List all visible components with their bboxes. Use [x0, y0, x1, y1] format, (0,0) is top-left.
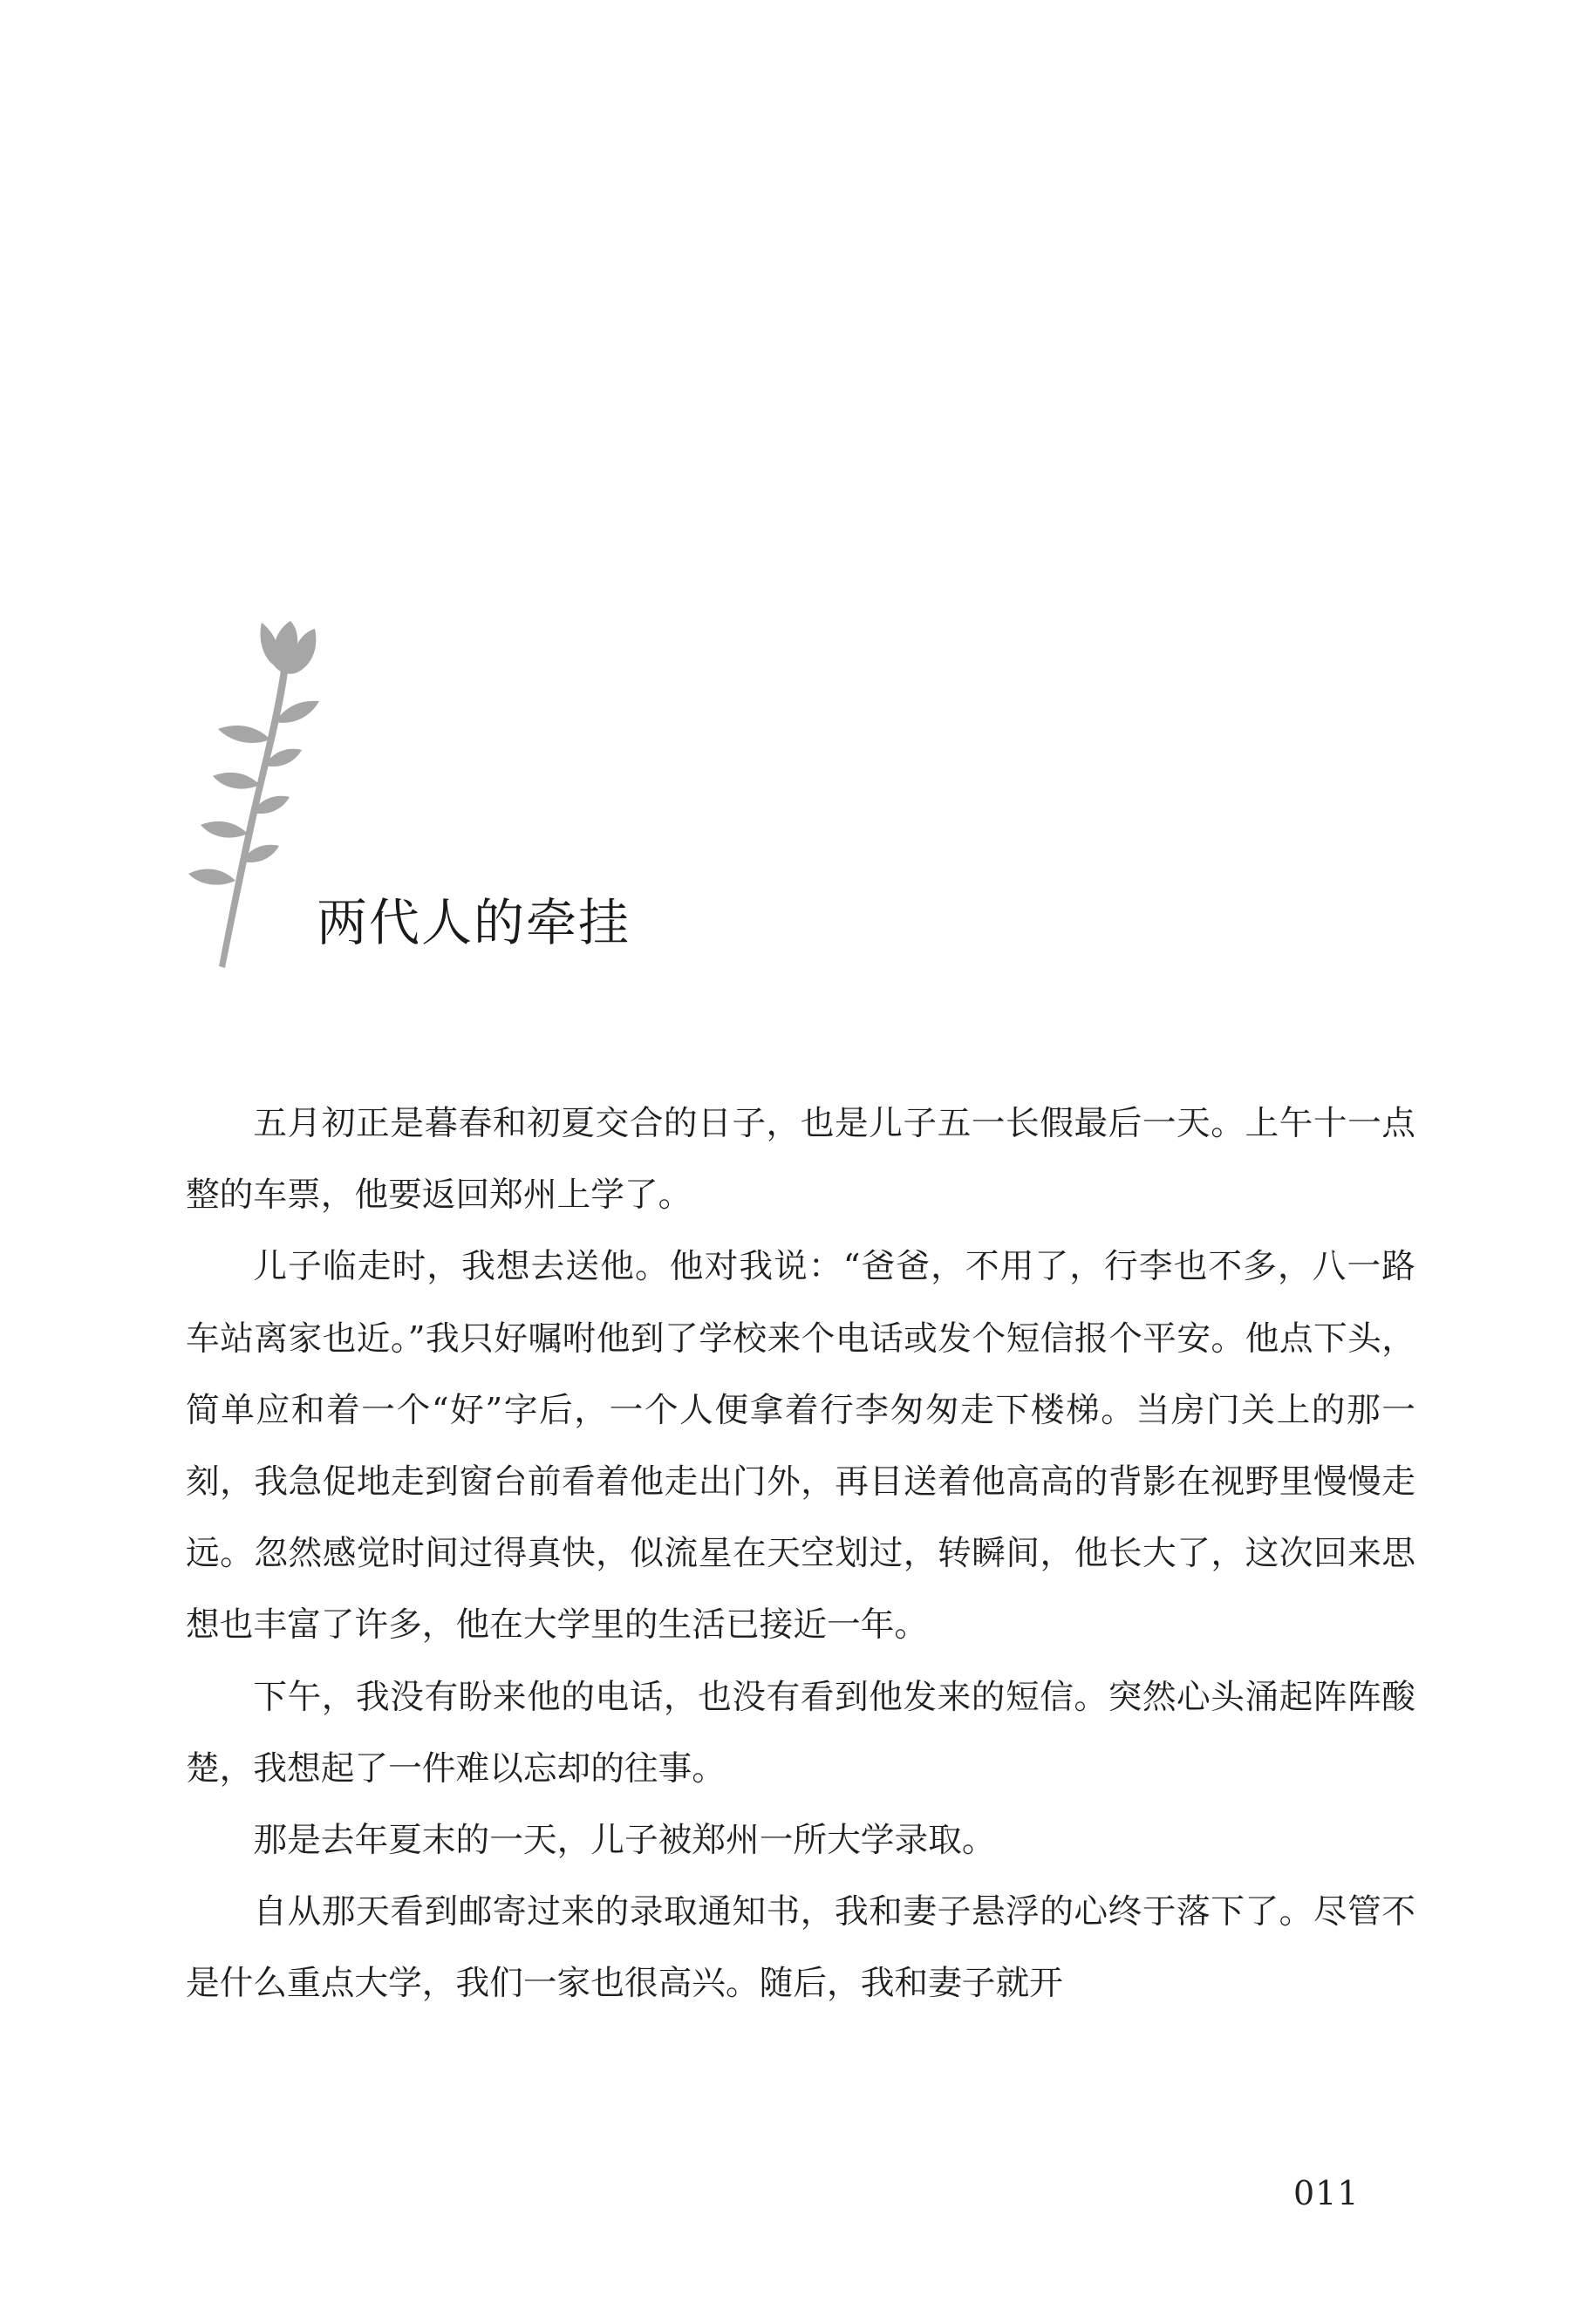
chapter-title: 两代人的牵挂: [317, 893, 631, 952]
paragraph: 那是去年夏末的一天，儿子被郑州一所大学录取。: [253, 1821, 996, 1861]
paragraph: 儿子临走时，我想去送他。他对我说：“爸爸，不用了，行李也不多，八一路车站离家也近。”我只好嘱咐他到了学校来个电话或发个短信报个平安。他点下头，简单应和着一个“好”字后，一个人便拿着行李匆匆走下楼梯。当房门关上的那一刻，我急促地走到窗台前看着他走出门外，再目送着他高高的背影在视野里慢慢走远。忽然感觉时间过得真快，似流星在天空划过，转瞬间，他长大了，这次回来思想也丰富了许多，他在大学里的生活已接近一年。: [186, 1247, 1415, 1646]
tulip-flower-icon: [174, 619, 340, 968]
body-text: [186, 1088, 1415, 2021]
paragraph: 自从那天看到邮寄过来的录取通知书，我和妻子悬浮的心终于落下了。尽管不是什么重点大学，我们一家也很高兴。随后，我和妻子就开: [186, 1892, 1415, 2004]
paragraph: 下午，我没有盼来他的电话，也没有看到他发来的短信。突然心头涌起阵阵酸楚，我想起了一件难以忘却的往事。: [186, 1677, 1415, 1789]
page-number: 011: [1293, 2174, 1360, 2212]
paragraph: 五月初正是暮春和初夏交合的日子，也是儿子五一长假最后一天。上午十一点整的车票，他要返回郑州上学了。: [186, 1104, 1415, 1216]
